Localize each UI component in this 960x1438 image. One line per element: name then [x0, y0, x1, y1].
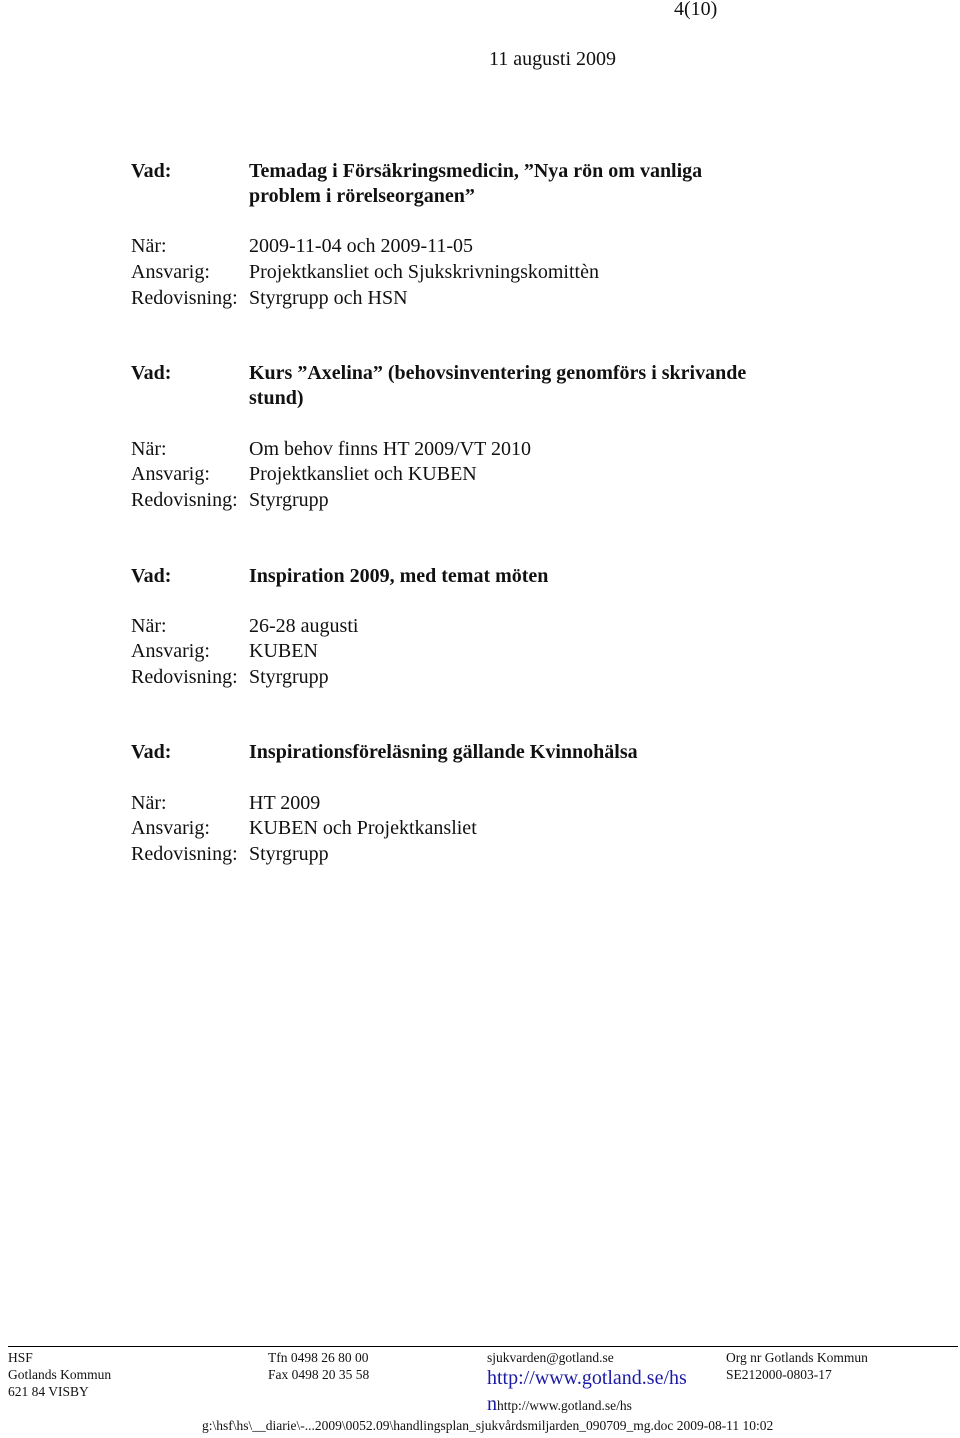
redovisning-label: Redovisning: — [131, 666, 238, 688]
vad-label: Vad: — [131, 565, 172, 587]
activity-title-cont: problem i rörelseorganen” — [249, 185, 475, 207]
activity-title-cont: stund) — [249, 387, 304, 409]
nar-label: När: — [131, 615, 167, 637]
ansvarig-value: Projektkansliet och Sjukskrivningskomittèn — [249, 261, 599, 283]
nar-value: HT 2009 — [249, 792, 321, 814]
redovisning-value: Styrgrupp och HSN — [249, 287, 408, 309]
redovisning-value: Styrgrupp — [249, 666, 329, 688]
footer-website-small-line — [487, 1393, 632, 1416]
ansvarig-value: Projektkansliet och KUBEN — [249, 463, 477, 485]
activity-title: Temadag i Försäkringsmedicin, ”Nya rön om vanliga — [249, 160, 703, 182]
document-date: 11 augusti 2009 — [489, 48, 617, 70]
activity-title: Kurs ”Axelina” (behovsinventering genomförs i skrivande — [249, 362, 747, 384]
ansvarig-value: KUBEN — [249, 640, 318, 662]
nar-label: När: — [131, 235, 167, 257]
redovisning-label: Redovisning: — [131, 843, 238, 865]
activity-title: Inspiration 2009, med temat möten — [249, 565, 549, 587]
ansvarig-label: Ansvarig: — [131, 817, 210, 839]
footer-file-path: g:\hsf\hs\__diarie\-...2009\0052.09\handlingsplan_sjukvårdsmiljarden_090709_mg.doc 2009-08-11 10:02 — [202, 1418, 774, 1433]
nar-value: 26-28 augusti — [249, 615, 359, 637]
activity-title: Inspirationsföreläsning gällande Kvinnohälsa — [249, 741, 638, 763]
ansvarig-label: Ansvarig: — [131, 261, 210, 283]
footer-phone: Tfn 0498 26 80 00 — [268, 1350, 369, 1365]
redovisning-value: Styrgrupp — [249, 489, 329, 511]
redovisning-value: Styrgrupp — [249, 843, 329, 865]
vad-label: Vad: — [131, 362, 172, 384]
nar-label: När: — [131, 792, 167, 814]
nar-value: 2009-11-04 och 2009-11-05 — [249, 235, 474, 257]
footer-org: HSF — [8, 1350, 33, 1365]
footer-website-small[interactable]: http://www.gotland.se/hs — [497, 1398, 632, 1413]
ansvarig-label: Ansvarig: — [131, 640, 210, 662]
nar-value: Om behov finns HT 2009/VT 2010 — [249, 438, 532, 460]
ansvarig-label: Ansvarig: — [131, 463, 210, 485]
footer-org-nr: SE212000-0803-17 — [726, 1367, 832, 1382]
redovisning-label: Redovisning: — [131, 287, 238, 309]
vad-label: Vad: — [131, 741, 172, 763]
vad-label: Vad: — [131, 160, 172, 182]
redovisning-label: Redovisning: — [131, 489, 238, 511]
footer-org-nr-label: Org nr Gotlands Kommun — [726, 1350, 868, 1365]
footer-divider — [8, 1346, 958, 1347]
ansvarig-value: KUBEN och Projektkansliet — [249, 817, 477, 839]
footer-fax: Fax 0498 20 35 58 — [268, 1367, 370, 1382]
page-number: 4(10) — [674, 0, 718, 20]
nar-label: När: — [131, 438, 167, 460]
footer-municipality: Gotlands Kommun — [8, 1367, 112, 1382]
footer-website-n: n — [487, 1393, 497, 1415]
footer-address: 621 84 VISBY — [8, 1384, 89, 1399]
footer-email: sjukvarden@gotland.se — [487, 1350, 614, 1365]
footer-website-link[interactable]: http://www.gotland.se/hs — [487, 1367, 687, 1389]
